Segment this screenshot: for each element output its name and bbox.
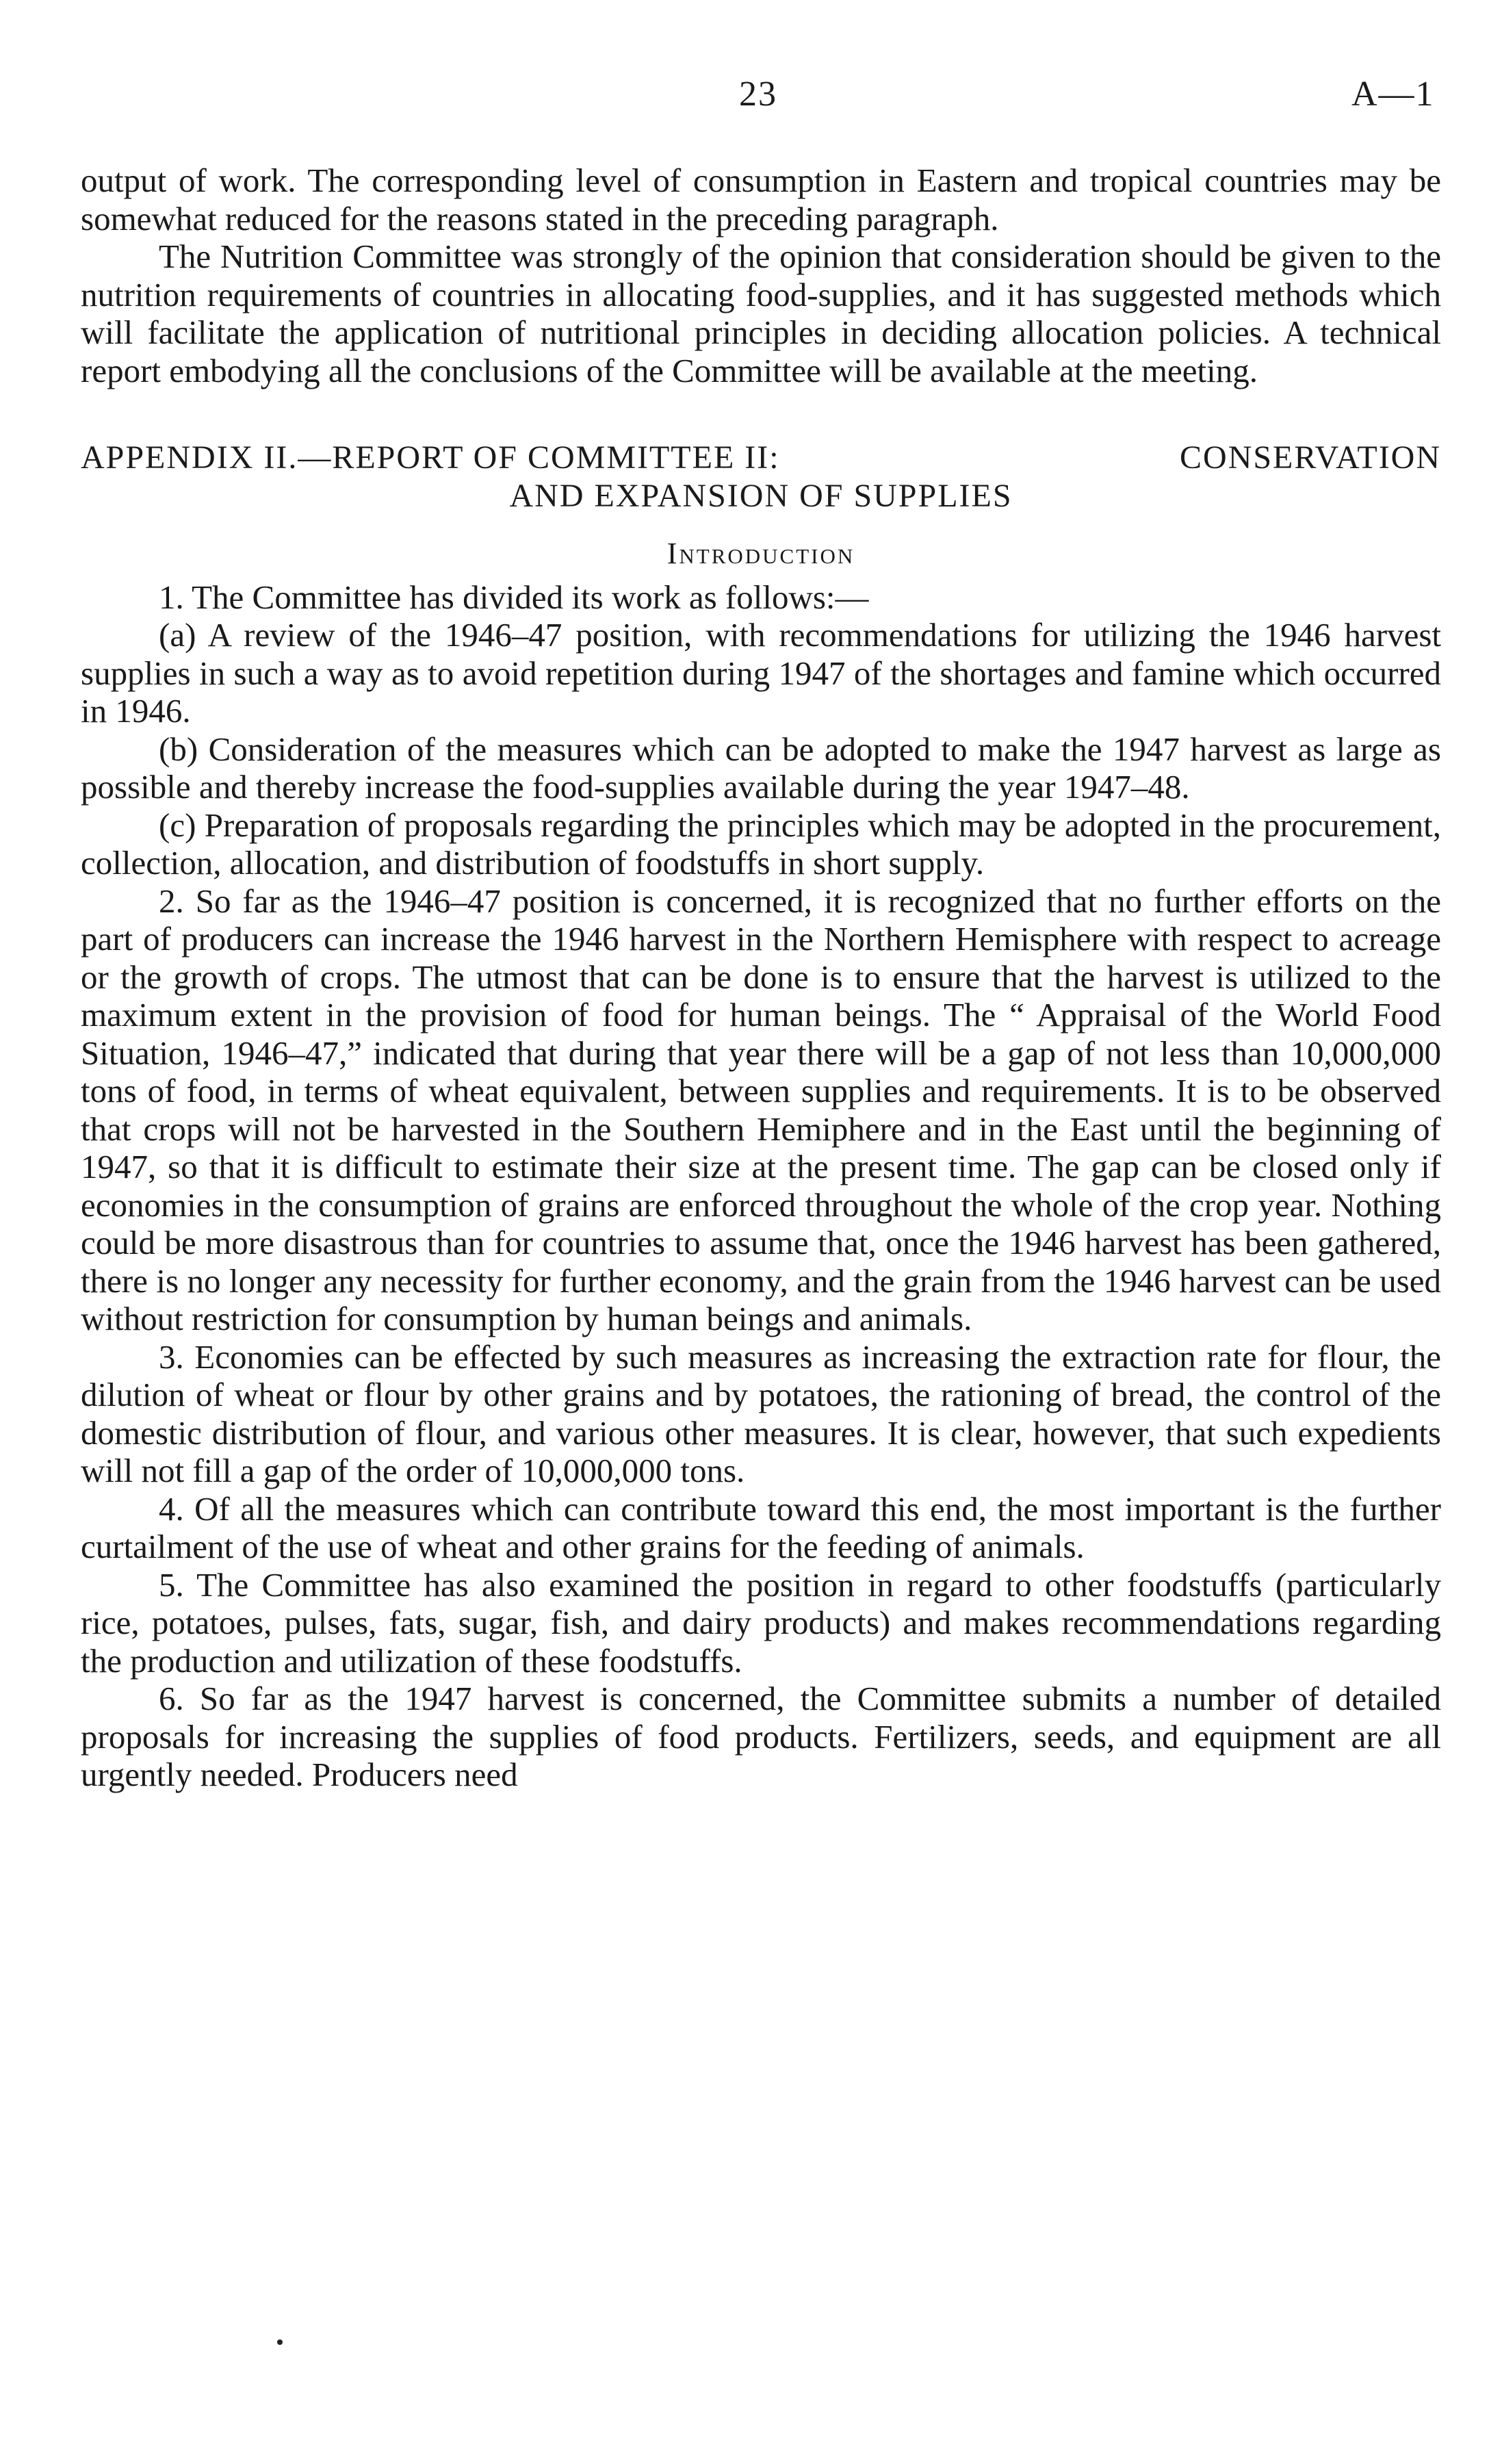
paragraph-continuation: output of work. The corresponding level of consumption in Eastern and tropical countries may be somewhat reduced for the reasons stated in the preceding paragraph. [81,162,1441,238]
page-header [0,74,1502,122]
document-code: A—1 [1351,75,1435,114]
appendix-title-part2: CONSERVATION [1180,439,1441,476]
paragraph-2: 2. So far as the 1946–47 position is concerned, it is recognized that no further efforts on the part of producers can increase the 1946 harvest in the Northern Hemisphere with respect to acreage or the growth of crops. The utmost that can be done is to ensure that the harvest is utilized to the maximum extent in the provision of food for human beings. The “ Appraisal of the World Food Situation, 1946–47,” indicated that during that year there will be a gap of not less than 10,000,000 tons of food, in terms of wheat equivalent, between supplies and requirements. It is to be observed that crops will not be harvested in the Southern Hemiphere and in the East until the beginning of 1947, so that it is difficult to estimate their size at the present time. The gap can be closed only if economies in the consumption of grains are enforced throughout the whole of the crop year. Nothing could be more disastrous than for countries to assume that, once the 1946 harvest has been gathered, there is no longer any necessity for further economy, and the grain from the 1946 harvest can be used without restriction for consumption by human beings and animals. [81,882,1441,1337]
page-number: 23 [739,75,777,114]
paragraph-1: 1. The Committee has divided its work as follows:— [159,578,869,616]
paragraph-1a: (a) A review of the 1946–47 position, with recommendations for utilizing the 1946 harvest supplies in such a way as to avoid repetition during 1947 of the shortages and famine which occurred in 1946. [81,616,1441,730]
section-heading: Introduction [666,537,855,570]
appendix-title [81,439,1441,515]
paragraph-4: 4. Of all the measures which can contribute toward this end, the most important is the further curtailment of the use of wheat and other grains for the feeding of animals. [81,1489,1441,1565]
paragraph-1c: (c) Preparation of proposals regarding the principles which may be adopted in the procurement, collection, allocation, and distribution of foodstuffs in short supply. [81,806,1441,882]
print-mark [277,2339,283,2345]
paragraph-5: 5. The Committee has also examined the position in regard to other foodstuffs (particularly rice, potatoes, pulses, fats, sugar, fish, and dairy products) and makes recommendations regarding the production and utilization of these foodstuffs. [81,1565,1441,1680]
paragraph-3: 3. Economies can be effected by such measures as increasing the extraction rate for flour, the dilution of wheat or flour by other grains and by potatoes, the rationing of bread, the control of the domestic distribution of flour, and various other measures. It is clear, however, that such expedients will not fill a gap of the order of 10,000,000 tons. [81,1337,1441,1489]
appendix-title-part1: APPENDIX II.—REPORT OF COMMITTEE II: [81,439,780,476]
paragraph-nutrition-committee: The Nutrition Committee was strongly of the opinion that consideration should be given to the nutrition requirements of countries in allocating food-supplies, and it has suggested methods which will facilitate the application of nutritional principles in deciding allocation policies. A technical report embodying all the conclusions of the Committee will be available at the meeting. [81,238,1441,389]
appendix-title-line2: AND EXPANSION OF SUPPLIES [509,478,1013,514]
body-text [81,162,1441,1794]
paragraph-1b: (b) Consideration of the measures which can be adopted to make the 1947 harvest as large as possible and thereby increase the food-supplies available during the year 1947–48. [81,730,1441,806]
paragraph-6: 6. So far as the 1947 harvest is concerned, the Committee submits a number of detailed proposals for increasing the supplies of food products. Fertilizers, seeds, and equipment are all urgently needed. Producers need [81,1680,1441,1793]
